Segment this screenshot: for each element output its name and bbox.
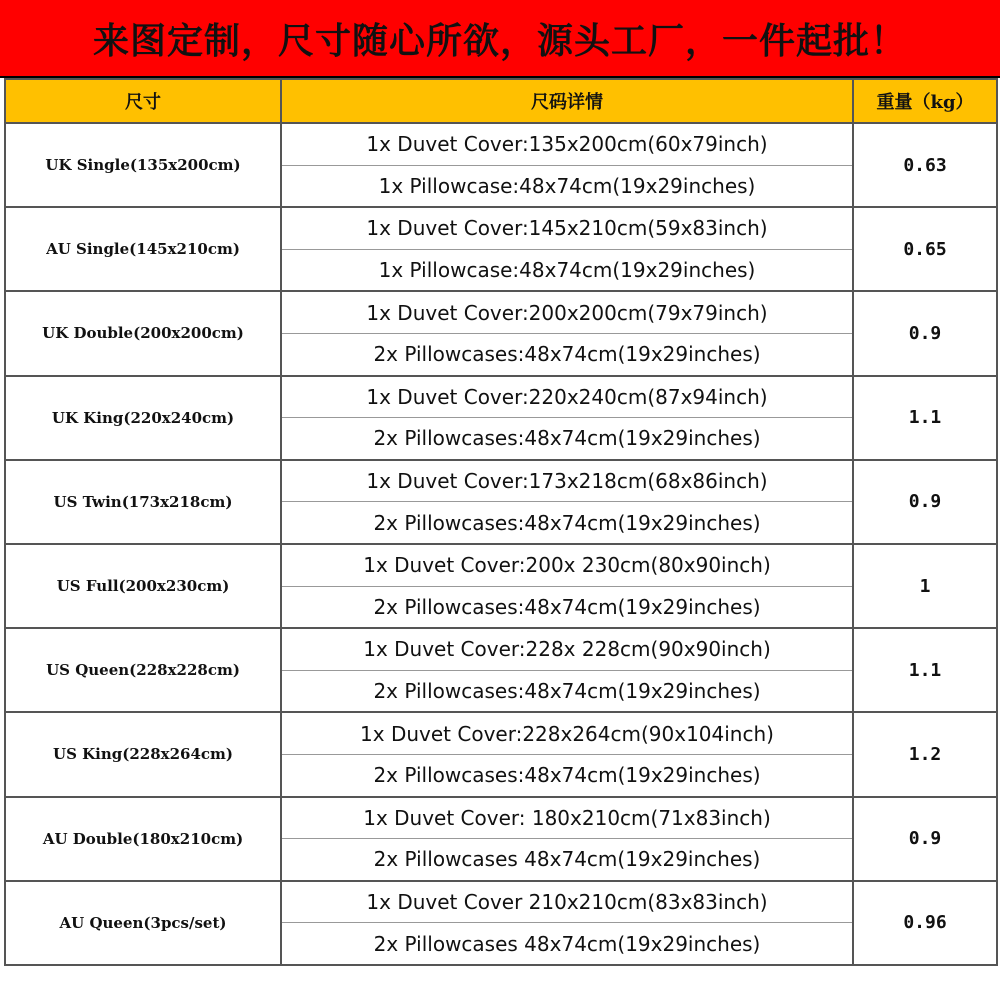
pillowcase-detail: 1x Pillowcase:48x74cm(19x29inches) [281, 165, 853, 207]
promo-banner [0, 0, 1000, 78]
table-row [5, 460, 997, 502]
table-row [5, 123, 997, 165]
weight-cell: 0.65 [853, 207, 997, 291]
table-row [5, 712, 997, 754]
duvet-cover-detail: 1x Duvet Cover:135x200cm(60x79inch) [281, 123, 853, 165]
pillowcase-detail: 2x Pillowcases:48x74cm(19x29inches) [281, 502, 853, 544]
weight-cell: 1.1 [853, 376, 997, 460]
table-header-row [5, 79, 997, 123]
table-row [5, 544, 997, 586]
size-cell: AU Queen(3pcs/set) [5, 881, 281, 965]
header-size: 尺寸 [5, 79, 281, 123]
table-row [5, 628, 997, 670]
weight-cell: 0.9 [853, 291, 997, 375]
table-row [5, 881, 997, 923]
size-cell: UK Single(135x200cm) [5, 123, 281, 207]
duvet-cover-detail: 1x Duvet Cover:173x218cm(68x86inch) [281, 460, 853, 502]
size-cell: AU Single(145x210cm) [5, 207, 281, 291]
table-row [5, 376, 997, 418]
header-detail: 尺码详情 [281, 79, 853, 123]
pillowcase-detail: 2x Pillowcases:48x74cm(19x29inches) [281, 333, 853, 375]
table-row [5, 291, 997, 333]
pillowcase-detail: 2x Pillowcases:48x74cm(19x29inches) [281, 754, 853, 796]
duvet-cover-detail: 1x Duvet Cover:228x 228cm(90x90inch) [281, 628, 853, 670]
size-cell: AU Double(180x210cm) [5, 797, 281, 881]
pillowcase-detail: 2x Pillowcases:48x74cm(19x29inches) [281, 586, 853, 628]
size-cell: US King(228x264cm) [5, 712, 281, 796]
pillowcase-detail: 2x Pillowcases:48x74cm(19x29inches) [281, 670, 853, 712]
weight-cell: 1 [853, 544, 997, 628]
pillowcase-detail: 1x Pillowcase:48x74cm(19x29inches) [281, 249, 853, 291]
size-chart-table [4, 78, 998, 966]
weight-cell: 0.9 [853, 797, 997, 881]
size-cell: US Queen(228x228cm) [5, 628, 281, 712]
duvet-cover-detail: 1x Duvet Cover:220x240cm(87x94inch) [281, 376, 853, 418]
duvet-cover-detail: 1x Duvet Cover:200x 230cm(80x90inch) [281, 544, 853, 586]
duvet-cover-detail: 1x Duvet Cover:145x210cm(59x83inch) [281, 207, 853, 249]
duvet-cover-detail: 1x Duvet Cover: 180x210cm(71x83inch) [281, 797, 853, 839]
table-row [5, 207, 997, 249]
duvet-cover-detail: 1x Duvet Cover:200x200cm(79x79inch) [281, 291, 853, 333]
header-weight: 重量（kg） [853, 79, 997, 123]
weight-cell: 1.2 [853, 712, 997, 796]
size-cell: UK Double(200x200cm) [5, 291, 281, 375]
weight-cell: 0.9 [853, 460, 997, 544]
banner-title: 来图定制，尺寸随心所欲，源头工厂，一件起批！ [92, 19, 907, 62]
size-cell: UK King(220x240cm) [5, 376, 281, 460]
pillowcase-detail: 2x Pillowcases 48x74cm(19x29inches) [281, 923, 853, 965]
duvet-cover-detail: 1x Duvet Cover 210x210cm(83x83inch) [281, 881, 853, 923]
pillowcase-detail: 2x Pillowcases 48x74cm(19x29inches) [281, 839, 853, 881]
size-cell: US Full(200x230cm) [5, 544, 281, 628]
weight-cell: 0.63 [853, 123, 997, 207]
size-cell: US Twin(173x218cm) [5, 460, 281, 544]
duvet-cover-detail: 1x Duvet Cover:228x264cm(90x104inch) [281, 712, 853, 754]
table-row [5, 797, 997, 839]
weight-cell: 0.96 [853, 881, 997, 965]
weight-cell: 1.1 [853, 628, 997, 712]
pillowcase-detail: 2x Pillowcases:48x74cm(19x29inches) [281, 418, 853, 460]
